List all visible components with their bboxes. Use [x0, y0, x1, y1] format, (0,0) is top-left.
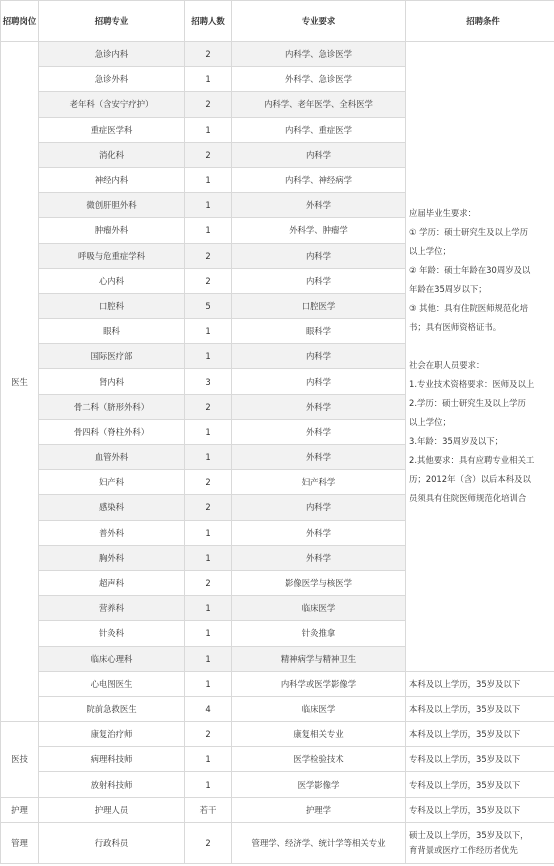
major-cell: 骨二科（脐形外科） — [39, 394, 185, 419]
major-cell: 急诊内科 — [39, 42, 185, 67]
count-cell: 2 — [185, 142, 232, 167]
major-cell: 肿瘤外科 — [39, 218, 185, 243]
condition-line: 硕士及以上学历，35岁及以下， — [409, 829, 529, 840]
requirement-cell: 护理学 — [232, 797, 406, 822]
count-cell: 2 — [185, 42, 232, 67]
major-cell: 临床心理科 — [39, 646, 185, 671]
condition-cell — [406, 822, 554, 863]
group-cell-nurse: 护理 — [1, 797, 39, 822]
count-cell: 1 — [185, 621, 232, 646]
condition-line: 书；具有医师资格证书。 — [409, 322, 502, 333]
major-cell: 康复治疗师 — [39, 722, 185, 747]
major-cell: 营养科 — [39, 596, 185, 621]
requirement-cell: 内科学、神经病学 — [232, 167, 406, 192]
condition-line: 1.专业技术资格要求：医师及以上 — [409, 379, 535, 390]
major-cell: 妇产科 — [39, 470, 185, 495]
count-cell: 1 — [185, 117, 232, 142]
requirement-cell: 外科学 — [232, 445, 406, 470]
count-cell: 2 — [185, 495, 232, 520]
condition-line: 员须具有住院医师规范化培训合 — [409, 493, 527, 504]
count-cell: 1 — [185, 671, 232, 696]
major-cell: 眼科 — [39, 319, 185, 344]
requirement-cell: 内科学、老年医学、全科医学 — [232, 92, 406, 117]
major-cell: 血管外科 — [39, 445, 185, 470]
major-cell: 消化科 — [39, 142, 185, 167]
requirement-cell: 妇产科学 — [232, 470, 406, 495]
major-cell: 急诊外科 — [39, 67, 185, 92]
table-row — [1, 772, 554, 797]
count-cell: 1 — [185, 67, 232, 92]
requirement-cell: 内科学、重症医学 — [232, 117, 406, 142]
header-count: 招聘人数 — [185, 1, 232, 42]
count-cell: 1 — [185, 772, 232, 797]
count-cell: 1 — [185, 218, 232, 243]
major-cell: 心内科 — [39, 268, 185, 293]
major-cell: 病理科技师 — [39, 747, 185, 772]
major-cell: 超声科 — [39, 570, 185, 595]
requirement-cell: 外科学、肿瘤学 — [232, 218, 406, 243]
table-row — [1, 671, 554, 696]
table-row — [1, 747, 554, 772]
header-major: 招聘专业 — [39, 1, 185, 42]
count-cell: 1 — [185, 193, 232, 218]
requirement-cell: 外科学 — [232, 545, 406, 570]
requirement-cell: 医学检验技术 — [232, 747, 406, 772]
condition-cell: 专科及以上学历，35岁及以下 — [406, 747, 554, 772]
major-cell: 放射科技师 — [39, 772, 185, 797]
count-cell: 2 — [185, 243, 232, 268]
count-cell: 1 — [185, 344, 232, 369]
condition-block-doctor — [406, 42, 554, 672]
count-cell: 3 — [185, 369, 232, 394]
condition-cell: 本科及以上学历，35岁及以下 — [406, 696, 554, 721]
requirement-cell: 内科学 — [232, 142, 406, 167]
major-cell: 心电图医生 — [39, 671, 185, 696]
table-row — [1, 822, 554, 863]
count-cell: 1 — [185, 319, 232, 344]
header-row — [1, 1, 554, 42]
requirement-cell: 外科学 — [232, 419, 406, 444]
count-cell: 5 — [185, 293, 232, 318]
major-cell: 神经内科 — [39, 167, 185, 192]
major-cell: 感染科 — [39, 495, 185, 520]
table-row — [1, 42, 554, 67]
condition-line — [409, 337, 554, 356]
major-cell: 肾内科 — [39, 369, 185, 394]
condition-cell: 专科及以上学历，35岁及以下 — [406, 797, 554, 822]
requirement-cell: 外科学 — [232, 394, 406, 419]
condition-line: ③ 其他：具有住院医师规范化培 — [409, 303, 529, 314]
condition-line: 年龄在35周岁以下； — [409, 284, 487, 295]
major-cell: 行政科员 — [39, 822, 185, 863]
condition-line: ② 年龄：硕士年龄在30周岁及以 — [409, 265, 531, 276]
major-cell: 口腔科 — [39, 293, 185, 318]
major-cell: 普外科 — [39, 520, 185, 545]
table-row — [1, 797, 554, 822]
count-cell: 1 — [185, 520, 232, 545]
table-row — [1, 722, 554, 747]
group-cell-tech: 医技 — [1, 722, 39, 798]
major-cell: 胸外科 — [39, 545, 185, 570]
header-condition: 招聘条件 — [406, 1, 554, 42]
major-cell: 呼吸与危重症学科 — [39, 243, 185, 268]
major-cell: 骨四科（脊柱外科） — [39, 419, 185, 444]
requirement-cell: 临床医学 — [232, 596, 406, 621]
major-cell: 护理人员 — [39, 797, 185, 822]
major-cell: 老年科（含安宁疗护） — [39, 92, 185, 117]
requirement-cell: 内科学、急诊医学 — [232, 42, 406, 67]
requirement-cell: 外科学 — [232, 193, 406, 218]
count-cell: 1 — [185, 445, 232, 470]
requirement-cell: 内科学 — [232, 243, 406, 268]
requirement-cell: 内科学 — [232, 344, 406, 369]
count-cell: 1 — [185, 747, 232, 772]
count-cell: 2 — [185, 722, 232, 747]
major-cell: 微创肝胆外科 — [39, 193, 185, 218]
requirement-cell: 精神病学与精神卫生 — [232, 646, 406, 671]
requirement-cell: 眼科学 — [232, 319, 406, 344]
group-cell-admin: 管理 — [1, 822, 39, 863]
count-cell: 1 — [185, 545, 232, 570]
table-row — [1, 696, 554, 721]
count-cell: 2 — [185, 92, 232, 117]
condition-line: 育背景或医疗工作经历者优先 — [409, 844, 518, 855]
condition-line: ① 学历：硕士研究生及以上学历 — [409, 227, 529, 238]
count-cell: 2 — [185, 470, 232, 495]
header-requirement: 专业要求 — [232, 1, 406, 42]
condition-cell: 专科及以上学历，35岁及以下 — [406, 772, 554, 797]
table-body — [1, 42, 554, 864]
requirement-cell: 内科学 — [232, 495, 406, 520]
count-cell: 2 — [185, 570, 232, 595]
requirement-cell: 临床医学 — [232, 696, 406, 721]
requirement-cell: 内科学或医学影像学 — [232, 671, 406, 696]
requirement-cell: 针灸推拿 — [232, 621, 406, 646]
count-cell: 2 — [185, 822, 232, 863]
condition-line: 以上学位； — [409, 417, 451, 428]
requirement-cell: 口腔医学 — [232, 293, 406, 318]
requirement-cell: 外科学 — [232, 520, 406, 545]
count-cell: 4 — [185, 696, 232, 721]
requirement-cell: 影像医学与核医学 — [232, 570, 406, 595]
condition-line: 以上学位； — [409, 246, 451, 257]
requirement-cell: 康复相关专业 — [232, 722, 406, 747]
condition-line: 2.学历：硕士研究生及以上学历 — [409, 398, 526, 409]
major-cell: 国际医疗部 — [39, 344, 185, 369]
count-cell: 2 — [185, 268, 232, 293]
count-cell: 1 — [185, 646, 232, 671]
requirement-cell: 内科学 — [232, 369, 406, 394]
condition-cell: 本科及以上学历，35岁及以下 — [406, 671, 554, 696]
requirement-cell: 医学影像学 — [232, 772, 406, 797]
count-cell: 1 — [185, 167, 232, 192]
major-cell: 院前急救医生 — [39, 696, 185, 721]
condition-cell: 本科及以上学历，35岁及以下 — [406, 722, 554, 747]
condition-line: 3.年龄：35周岁及以下； — [409, 436, 504, 447]
requirement-cell: 内科学 — [232, 268, 406, 293]
group-cell-doctor: 医生 — [1, 42, 39, 722]
header-position: 招聘岗位 — [1, 1, 39, 42]
requirement-cell: 外科学、急诊医学 — [232, 67, 406, 92]
condition-line: 应届毕业生要求： — [409, 208, 476, 219]
major-cell: 重症医学科 — [39, 117, 185, 142]
condition-line: 历；2012年（含）以后本科及以 — [409, 474, 531, 485]
condition-line: 2.其他要求：具有应聘专业相关工 — [409, 455, 535, 466]
count-cell: 1 — [185, 596, 232, 621]
count-cell: 2 — [185, 394, 232, 419]
requirement-cell: 管理学、经济学、统计学等相关专业 — [232, 822, 406, 863]
count-cell: 若干 — [185, 797, 232, 822]
major-cell: 针灸科 — [39, 621, 185, 646]
condition-line: 社会在职人员要求： — [409, 360, 485, 371]
count-cell: 1 — [185, 419, 232, 444]
